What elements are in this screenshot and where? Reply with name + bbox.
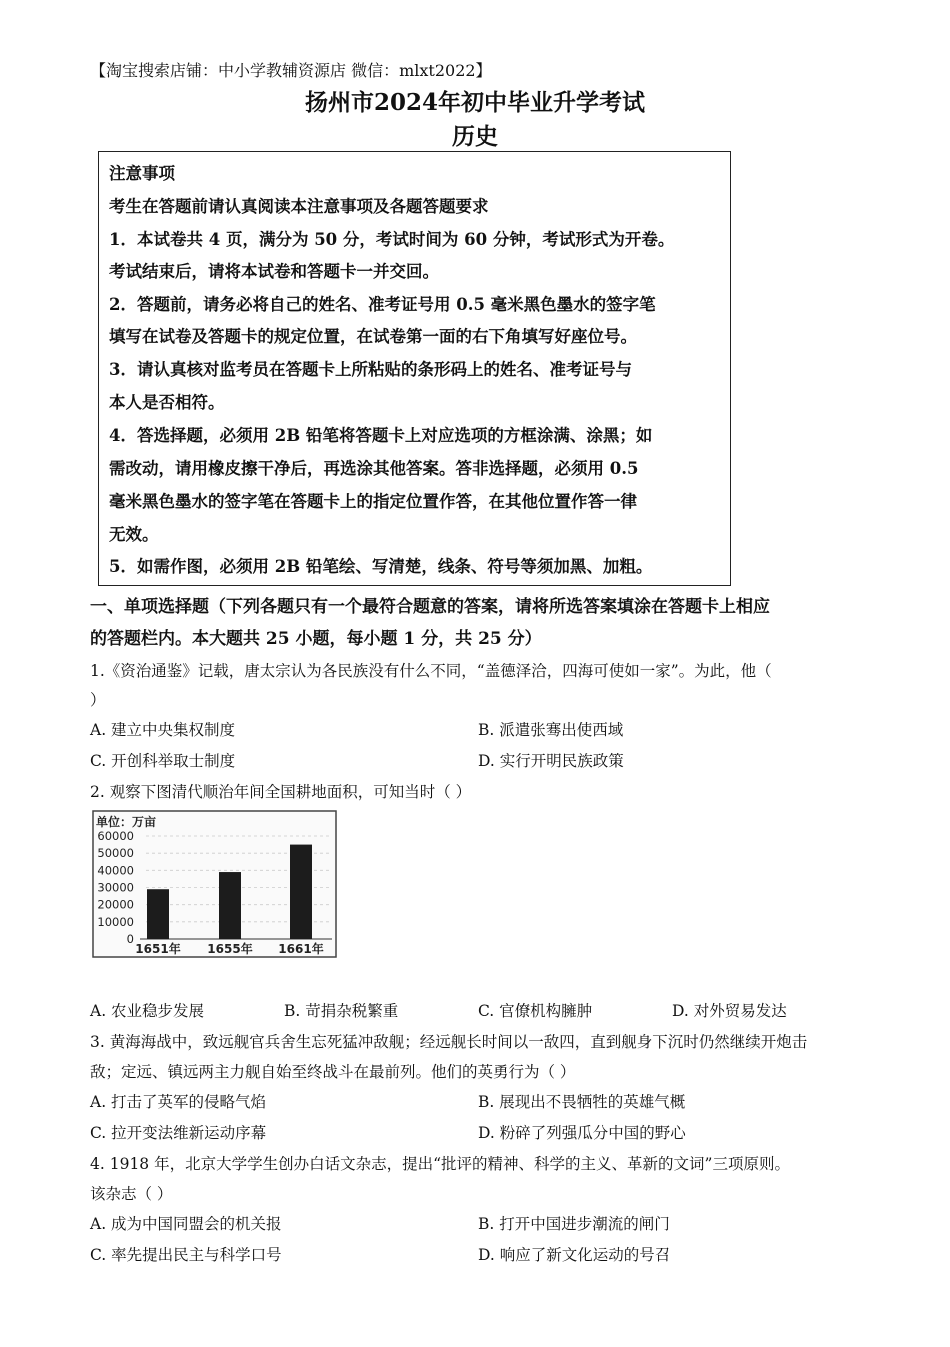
question-2-option-a: A. 农业稳步发展 bbox=[90, 1002, 205, 1020]
y-tick-label: 10000 bbox=[97, 914, 134, 929]
section-heading-cont: 的答题栏内。本大题共 25 小题，每小题 1 分，共 25 分） bbox=[90, 629, 542, 649]
notice-line: 本人是否相符。 bbox=[109, 393, 225, 412]
notice-intro: 考生在答题前请认真阅读本注意事项及各题答题要求 bbox=[109, 197, 489, 216]
y-tick-label: 0 bbox=[126, 932, 134, 946]
notice-line: 3．请认真核对监考员在答题卡上所粘贴的条形码上的姓名、准考证号与 bbox=[109, 360, 632, 379]
question-1-option-c: C. 开创科举取士制度 bbox=[90, 752, 236, 770]
question-4-option-b: B. 打开中国进步潮流的闸门 bbox=[478, 1215, 670, 1233]
notice-heading: 注意事项 bbox=[109, 164, 175, 183]
bar bbox=[219, 872, 241, 939]
question-1-option-d: D. 实行开明民族政策 bbox=[478, 752, 624, 770]
notice-line: 1．本试卷共 4 页，满分为 50 分，考试时间为 60 分钟，考试形式为开卷。 bbox=[109, 230, 675, 249]
y-tick-label: 30000 bbox=[97, 880, 134, 895]
x-tick-label: 1661年 bbox=[278, 942, 324, 956]
exam-title: 扬州市2024年初中毕业升学考试 bbox=[304, 89, 645, 116]
question-4-option-c: C. 率先提出民主与科学口号 bbox=[90, 1246, 282, 1264]
question-2-option-c: C. 官僚机构臃肿 bbox=[478, 1002, 593, 1020]
notice-line: 2．答题前，请务必将自己的姓名、准考证号用 0.5 毫米黑色墨水的签字笔 bbox=[109, 295, 656, 314]
x-tick-label: 1651年 bbox=[135, 942, 181, 956]
question-3-stem-cont: 敌；定远、镇远两主力舰自始至终战斗在最前列。他们的英勇行为（ ） bbox=[90, 1063, 576, 1081]
y-tick-label: 60000 bbox=[97, 829, 134, 843]
question-4-option-a: A. 成为中国同盟会的机关报 bbox=[90, 1215, 282, 1233]
bar bbox=[290, 845, 312, 939]
notice-line: 5．如需作图，必须用 2B 铅笔绘、写清楚，线条、符号等须加黑、加粗。 bbox=[109, 557, 653, 576]
question-3-stem: 3. 黄海海战中，致远舰官兵舍生忘死猛冲敌舰；经远舰长时间以一敌四，直到舰身下沉时仍然继续开炮击 bbox=[90, 1033, 808, 1051]
question-2-option-b: B. 苛捐杂税繁重 bbox=[284, 1002, 399, 1020]
question-4-stem: 4. 1918 年，北京大学学生创办白话文杂志，提出“批评的精神、科学的主义、革新的文词”三项原则。 bbox=[90, 1155, 790, 1173]
question-3-option-b: B. 展现出不畏牺牲的英雄气概 bbox=[478, 1093, 686, 1111]
question-1-option-b: B. 派遣张骞出使西域 bbox=[478, 721, 624, 739]
y-tick-label: 50000 bbox=[97, 846, 134, 861]
farmland-chart bbox=[92, 810, 337, 958]
chart-unit-title: 单位：万亩 bbox=[96, 815, 157, 829]
x-tick-label: 1655年 bbox=[207, 942, 253, 956]
question-2-stem: 2. 观察下图清代顺治年间全国耕地面积，可知当时（ ） bbox=[90, 783, 472, 801]
notice-line: 考试结束后，请将本试卷和答题卡一并交回。 bbox=[109, 262, 439, 281]
farmland-chart-svg bbox=[92, 810, 337, 958]
section-heading: 一、单项选择题（下列各题只有一个最符合题意的答案，请将所选答案填涂在答题卡上相应 bbox=[90, 597, 770, 617]
notice-line: 无效。 bbox=[109, 525, 159, 544]
question-3-option-c: C. 拉开变法维新运动序幕 bbox=[90, 1124, 267, 1142]
exam-subject: 历史 bbox=[452, 123, 498, 150]
question-1-stem: 1.《资治通鉴》记载，唐太宗认为各民族没有什么不同，“盖德泽洽，四海可使如一家”。为此，他（ bbox=[90, 662, 772, 680]
question-1-option-a: A. 建立中央集权制度 bbox=[90, 721, 236, 739]
bar bbox=[147, 889, 169, 939]
question-1-stem-cont: ） bbox=[90, 691, 106, 709]
notice-line: 填写在试卷及答题卡的规定位置，在试卷第一面的右下角填写好座位号。 bbox=[109, 327, 637, 346]
question-3-option-a: A. 打击了英军的侵略气焰 bbox=[90, 1093, 267, 1111]
y-tick-label: 20000 bbox=[97, 897, 134, 912]
notice-line: 4．答选择题，必须用 2B 铅笔将答题卡上对应选项的方框涂满、涂黑；如 bbox=[109, 426, 653, 445]
y-tick-label: 40000 bbox=[97, 863, 134, 878]
store-banner: 【淘宝搜索店铺：中小学教辅资源店 微信：mlxt2022】 bbox=[90, 61, 492, 80]
question-3-option-d: D. 粉碎了列强瓜分中国的野心 bbox=[478, 1124, 686, 1142]
question-4-stem-cont: 该杂志（ ） bbox=[90, 1185, 173, 1203]
question-2-option-d: D. 对外贸易发达 bbox=[672, 1002, 787, 1020]
notice-line: 需改动，请用橡皮擦干净后，再选涂其他答案。答非选择题，必须用 0.5 bbox=[109, 459, 639, 478]
notice-box bbox=[98, 151, 731, 586]
notice-line: 毫米黑色墨水的签字笔在答题卡上的指定位置作答，在其他位置作答一律 bbox=[109, 492, 637, 511]
question-4-option-d: D. 响应了新文化运动的号召 bbox=[478, 1246, 671, 1264]
